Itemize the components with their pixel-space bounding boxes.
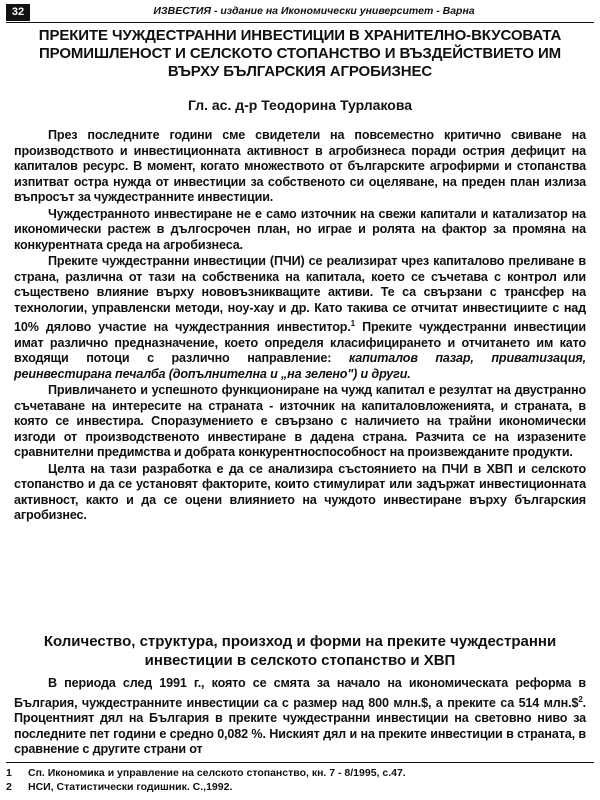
section-paragraph-part-b: . Процентният дял на България в преките чуждестранни инвестиции на световно ниво за последните пет години е средно 0,082 %. Ниският дял и на преките инвестиции в страната, в сравнение с другите страни от [14, 695, 586, 757]
footnote-1-text: Сп. Икономика и управление на селското стопанство, кн. 7 - 8/1995, с.47. [28, 767, 406, 779]
section-heading: Количество, структура, произход и форми на преките чуждестранни инвестиции в селското стопанство и ХВП [43, 633, 557, 669]
paragraph-3-part-a: Преките чуждестранни инвестиции (ПЧИ) се реализират чрез капиталово преливане в страна, различна от тази на собственика на капитала, което се съчетава с контрол или съществено влияние върху нововъзникващите активи. Те са свързани с трансфер на технологии, управленски методи, ноу-хау и др. Като такива се отчитат инвестициите с над 10% дялово участие на чуждестранния инвеститор. [14, 254, 586, 335]
footnote-ref-2: 2 [578, 694, 583, 704]
paragraph-2: Чуждестранното инвестиране не е само източник на свежи капитали и катализатор на икономически растеж в дългосрочен план, но играе и ролята на фактор за промяна на конкурентната среда на агробизнеса. [14, 206, 586, 252]
footnote-2 [6, 780, 594, 794]
running-head-text: ИЗВЕСТИЯ - издание на Икономически университет - Варна [153, 5, 475, 17]
paragraph-4: Привличането и успешното функциониране на чужд капитал е резултат на двустранно съчетаване на интересите на страната - източник на капиталовложенията, и страната, в която се инвестира. Споразумението е свързано с наличието на трайни икономически изгоди от производственото инвестиране в дадена страна. Разчита се на изразените сравнителни предимства и добрата конкурентноспособност на произвежданите продукти. [14, 383, 586, 460]
paragraph-1: През последните години сме свидетели на повсеместно критично свиване на производството и инвестиционната активност в агробизнеса поради острия дефицит на капиталов ресурс. В момент, когато множеството от българските агрофирми и стопанства изпитват остра нужда от инвестиции за собственото си оцеляване, на преден план излиза въпросът за чуждестранните инвестиции. [14, 128, 586, 204]
footnotes [6, 762, 594, 794]
footnote-ref-1: 1 [350, 319, 355, 328]
section-paragraph-part-a: В периода след 1991 г., която се смята за начало на икономическата реформа в България, чуждестранните инвестиции са с размер над 800 млн.$, а преките са 514 млн.$ [14, 676, 586, 710]
article-body [14, 128, 586, 525]
footnote-1 [6, 766, 594, 780]
footnote-1-number: 1 [6, 767, 12, 779]
running-header [6, 4, 594, 23]
section-paragraph [14, 676, 586, 758]
paragraph-3-italic: капиталов пазар, приватизация, реинвестирана печалба (допълнителна и „на зелено") и други. [14, 351, 587, 381]
section-body [14, 676, 586, 758]
footnote-2-text: НСИ, Статистически годишник. С.,1992. [28, 781, 233, 793]
page-number: 32 [6, 4, 30, 21]
article-title: ПРЕКИТЕ ЧУЖДЕСТРАННИ ИНВЕСТИЦИИ В ХРАНИТЕЛНО-ВКУСОВАТА ПРОМИШЛЕНОСТ И СЕЛСКОТО СТОПАНСТВО И ВЪЗДЕЙСТВИЕТО ИМ ВЪРХУ БЪЛГАРСКИЯ АГРОБИЗНЕС [38, 27, 562, 80]
paragraph-3-part-b: Преките чуждестранни инвестиции имат различно предназначение, което определя класифицирането и отчитането им като входящи потоци с различно направление: [14, 320, 586, 366]
author-line: Гл. ас. д-р Теодорина Турлакова [187, 97, 413, 113]
paragraph-3 [14, 254, 586, 382]
footnote-2-number: 2 [6, 781, 12, 793]
paragraph-5: Целта на тази разработка е да се анализира състоянието на ПЧИ в ХВП и селското стопанство и да се установят факторите, които стимулират или задържат инвестиционната активност, както и да се оцени влиянието на чуждото инвестиране върху българския агробизнес. [14, 461, 586, 523]
